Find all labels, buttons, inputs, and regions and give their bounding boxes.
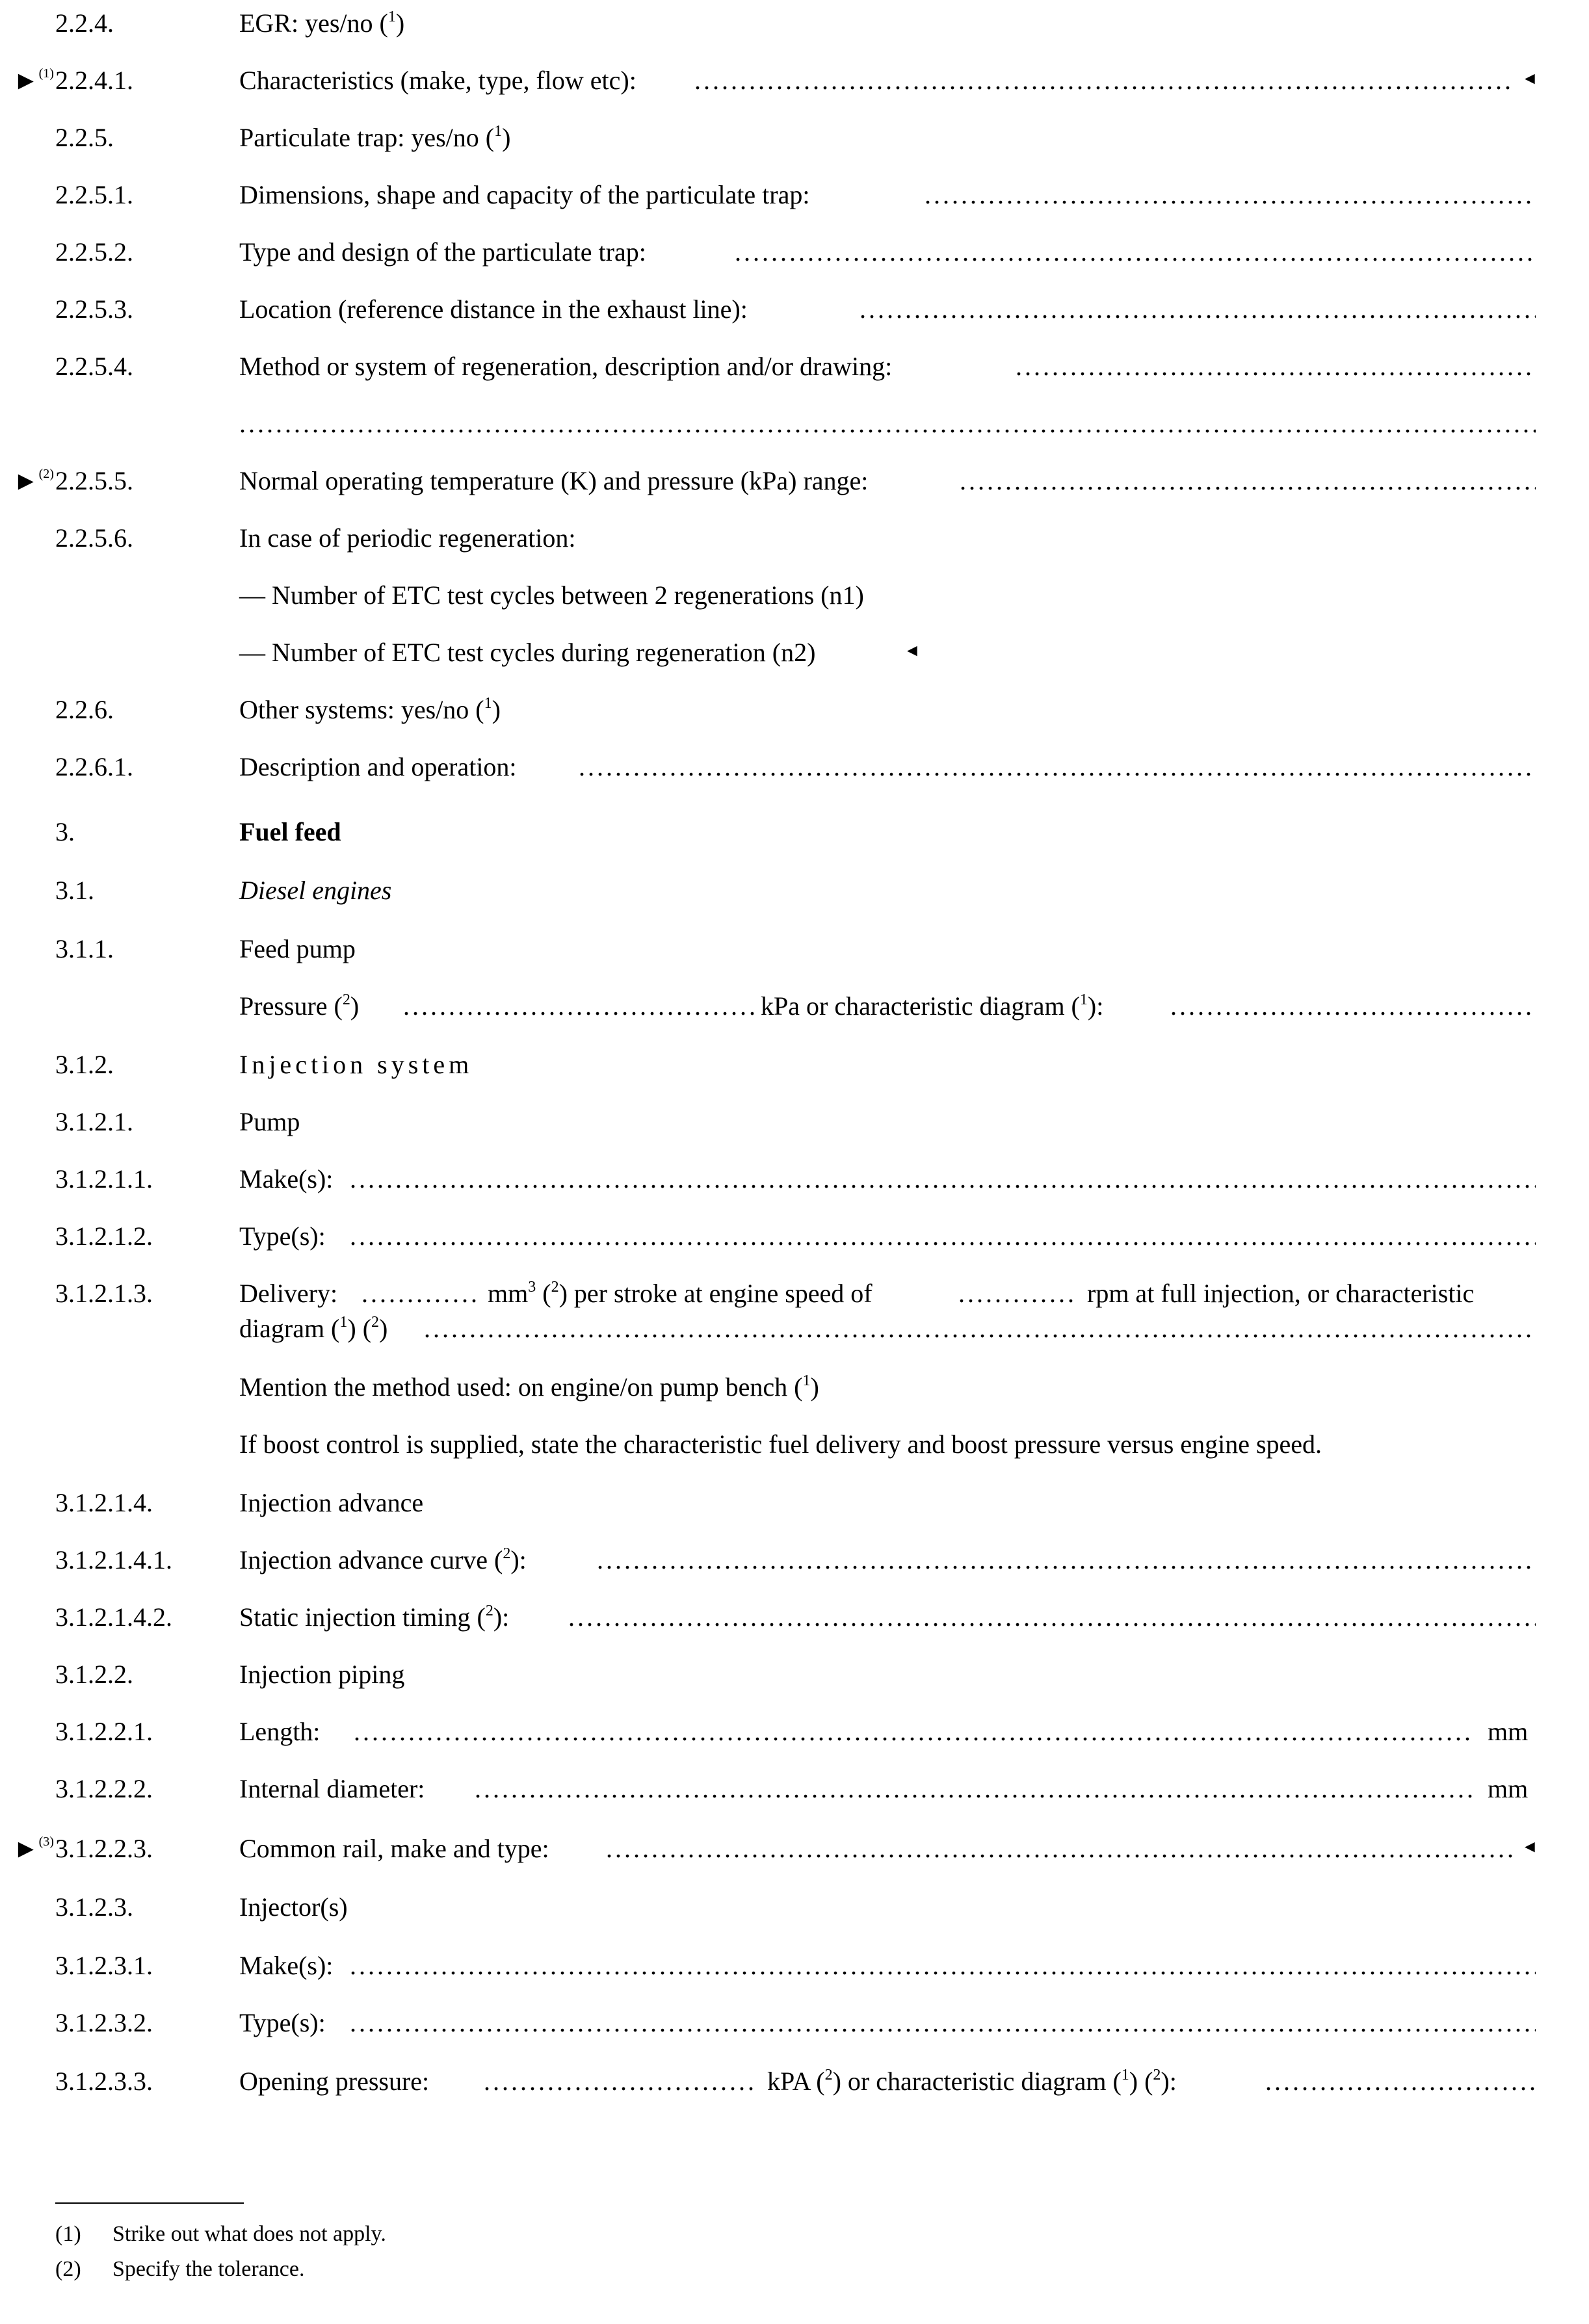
fill-in-dots [735,237,1536,267]
item-2-2-4-1: ►$^{(1)}$ 2.2.4.1. Characteristics (make, type, flow etc): ..... ◄ [0,65,1589,104]
item-2-2-5-5: ►$^{(2)}$ 2.2.5.5. Normal operating temperature (K) and pressure (kPa) range: ..... [0,465,1589,504]
pressure-row: Pressure ($^2$) ..... kPa or characteristic diagram ($^1$): ..... [0,991,1589,1030]
item-2-2-5-4: 2.2.5.4. Method or system of regeneration, description and/or drawing: ..... [0,351,1589,390]
item-3-1-2-3-3: 3.1.2.3.3. Opening pressure: ..... kPA ($^2$) or characteristic diagram ($^1$) ($^2$): ..... [0,2066,1589,2105]
item-3-1-2-3-2: 3.1.2.3.2. Type(s): ..... [0,2007,1589,2046]
item-3-1-2-1-3-line2: diagram ($^1$) ($^2$) ..... [0,1313,1589,1352]
section-3-heading: 3. Fuel feed [55,817,341,846]
unit-label: mm [1488,1774,1529,1803]
dash-item-n2: — Number of ETC test cycles during regeneration (n2) ◄ [239,638,921,667]
fill-in-dots [1016,351,1536,382]
item-3-1-2: 3.1.2. Injection system [55,1050,473,1079]
item-2-2-5: 2.2.5. Particulate trap: yes/no ($^1$) [55,123,511,152]
amendment-marker: ►$^{(2)}$ [13,466,54,495]
fill-in-dots [860,294,1536,324]
item-3-1-2-2-3: ►$^{(3)}$ 3.1.2.2.3. Common rail, make and type: ..... ◄ [0,1833,1589,1872]
amendment-end-marker: ◄ [904,641,921,660]
fill-in-dots [239,408,1536,439]
fill-in-dots [350,2007,1536,2038]
fill-in-dots [579,751,1536,782]
fill-in-dots [403,991,754,1021]
item-2-2-5-2: 2.2.5.2. Type and design of the particulate trap: ..... [0,237,1589,276]
fill-in-dots [475,1773,1472,1804]
fill-in-dots [925,179,1536,210]
footnote-ref: 1 [387,8,396,25]
item-2-2-4: 2.2.4. EGR: yes/no ($^1$) [55,8,405,38]
item-3-1-2-1-1: 3.1.2.1.1. Make(s): ..... [0,1164,1589,1203]
amendment-marker: ►$^{(3)}$ [13,1834,54,1863]
item-2-2-5-1: 2.2.5.1. Dimensions, shape and capacity of the particulate trap: ..... [0,179,1589,218]
item-3-1-2-1-2: 3.1.2.1.2. Type(s): ..... [0,1221,1589,1260]
item-3-1-2-1-4-2: 3.1.2.1.4.2. Static injection timing ($^2$): ..... [0,1602,1589,1641]
fill-in-dots [1265,2066,1536,2096]
section-title: Fuel feed [239,817,341,846]
fill-in-dots [350,1164,1536,1194]
item-3-1-2-2-2: 3.1.2.2.2. Internal diameter: ..... mm [0,1773,1589,1812]
item-3-1-2-1-4: 3.1.2.1.4. Injection advance [55,1488,424,1517]
fill-in-dots [361,1278,479,1309]
item-3-1: 3.1. Diesel engines [55,876,392,905]
fill-in-dots [958,1278,1075,1309]
fill-in-dots [1170,991,1536,1021]
fill-in-dots [484,2066,757,2096]
item-3-1-2-1: 3.1.2.1. Pump [55,1107,300,1136]
fill-in-dots [424,1313,1536,1344]
fill-in-dots [694,65,1515,96]
footnote-ref: 1 [494,123,503,140]
amendment-marker: ►$^{(1)}$ [13,66,54,95]
fill-in-dots [960,465,1536,496]
footnote-divider [55,2202,244,2204]
dash-item-n1: — Number of ETC test cycles between 2 regenerations (n1) [239,581,864,610]
footnote-1: (1) Strike out what does not apply. [55,2222,386,2246]
item-text: EGR: yes/no ( [239,8,388,38]
continuation-dots-row [0,408,1589,447]
amendment-end-marker: ◄ [1521,1837,1538,1856]
fill-in-dots [606,1833,1515,1864]
fill-in-dots [350,1950,1536,1981]
item-3-1-2-3-1: 3.1.2.3.1. Make(s): ..... [0,1950,1589,1989]
item-3-1-2-3: 3.1.2.3. Injector(s) [55,1892,348,1922]
fill-in-dots [597,1545,1536,1575]
amendment-end-marker: ◄ [1521,69,1538,88]
boost-note: If boost control is supplied, state the characteristic fuel delivery and boost pressure versus engine speed. [239,1430,1322,1459]
item-3-1-2-1-4-1: 3.1.2.1.4.1. Injection advance curve ($^2$): ..... [0,1545,1589,1584]
fill-in-dots [350,1221,1536,1251]
unit-label: mm [1488,1717,1529,1746]
item-2-2-6: 2.2.6. Other systems: yes/no ($^1$) [55,695,501,724]
item-3-1-1: 3.1.1. Feed pump [55,934,356,963]
footnote-ref: 1 [484,695,492,712]
item-3-1-2-2: 3.1.2.2. Injection piping [55,1660,405,1689]
item-2-2-6-1: 2.2.6.1. Description and operation: ..... [0,751,1589,790]
fill-in-dots [568,1602,1536,1632]
method-note: Mention the method used: on engine/on pump bench ($^1$) [239,1372,819,1402]
item-2-2-5-6: 2.2.5.6. In case of periodic regeneration: [55,523,576,553]
item-2-2-5-3: 2.2.5.3. Location (reference distance in the exhaust line): ..... [0,294,1589,333]
footnote-2: (2) Specify the tolerance. [55,2257,305,2281]
item-3-1-2-1-3: 3.1.2.1.3. Delivery: ..... $mm^3$ ($^2$) per stroke at engine speed of ..... rpm at full injection, or characteristic [0,1278,1589,1317]
item-3-1-2-2-1: 3.1.2.2.1. Length: ..... mm [0,1716,1589,1755]
fill-in-dots [354,1716,1472,1747]
